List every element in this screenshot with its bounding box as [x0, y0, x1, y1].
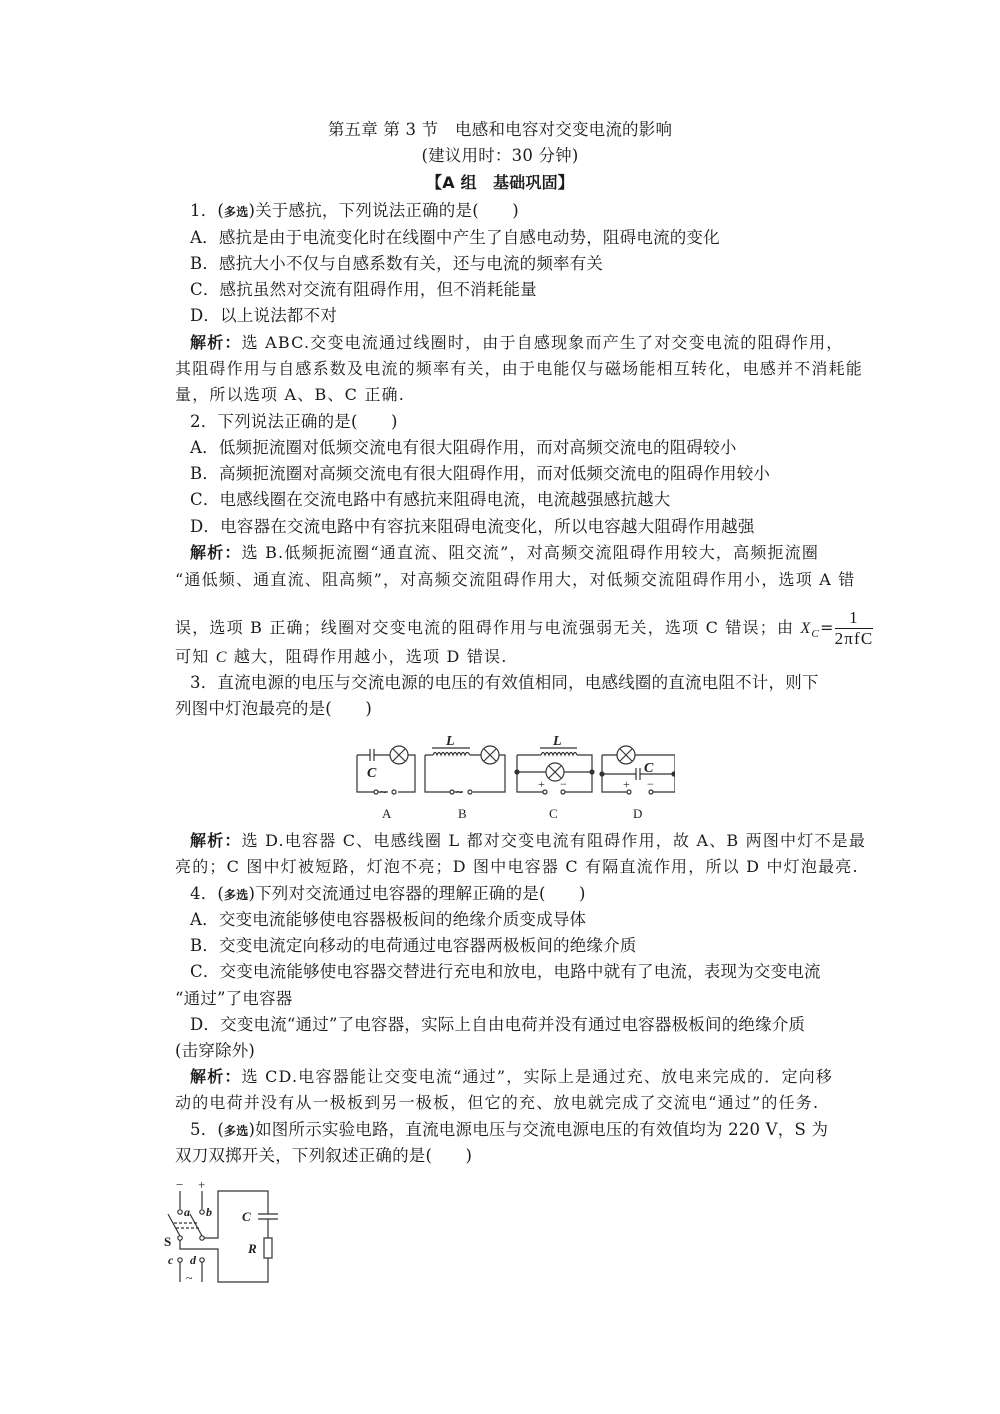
terminal-a: a	[184, 1205, 190, 1219]
question-stem: )如图所示实验电路，直流电源电压与交流电源电压的有效值均为 220 V，S 为	[248, 1120, 829, 1139]
option-a: A．低频扼流圈对低频交流电有很大阻碍作用，而对高频交流电的阻碍较小	[190, 438, 737, 457]
minus-sign: −	[647, 777, 654, 791]
label-r: R	[248, 1241, 257, 1256]
analysis-text: 选 D.电容器 C、电感线圈 L 都对交变电流有阻碍作用，故 A、B 两图中灯不是最	[241, 831, 867, 850]
circuit-a	[357, 746, 415, 821]
analysis-2-line-2: “通低频、通直流、阻高频”，对高频交流阻碍作用大，对低频交流阻碍作用小，选项 A 错	[175, 570, 856, 589]
analysis-text: 误，选项 B 正确；线圈对交变电流的阻碍作用与电流强弱无关，选项 C 错误；由	[175, 618, 801, 637]
terminal-d: d	[190, 1253, 196, 1267]
option-c-line-2: “通过”了电容器	[175, 989, 293, 1008]
plus-sign: +	[198, 1177, 206, 1192]
option-d: D．电容器在交流电路中有容抗来阻碍电流变化，所以电容越大阻碍作用越强	[190, 517, 755, 536]
label-l: L	[446, 734, 455, 749]
minus-sign: −	[176, 1177, 184, 1192]
caption-c: C	[549, 806, 558, 821]
question-5-line-2: 双刀双掷开关，下列叙述正确的是( )	[175, 1146, 473, 1165]
option-c: C．感抗虽然对交流有阻碍作用，但不消耗能量	[190, 280, 537, 299]
minus-sign: −	[560, 777, 567, 791]
option-d-line-2: (击穿除外)	[175, 1041, 256, 1060]
circuit-d	[600, 746, 675, 821]
analysis-text: 越大，阻碍作用越小，选项 D 错误.	[227, 647, 508, 666]
switch-blade	[190, 1214, 202, 1236]
label-l: L	[553, 734, 562, 749]
inductor-icon	[433, 753, 470, 756]
analysis-text: 可知	[175, 647, 216, 666]
option-d: D．交变电流“通过”了电容器，实际上自由电荷并没有通过电容器极板间的绝缘介质	[190, 1015, 806, 1034]
question-2: 2．下列说法正确的是( )	[190, 412, 398, 431]
analysis-text: 选 B.低频扼流圈“通直流、阻交流”，对高频交流阻碍作用较大，高频扼流圈	[241, 543, 820, 562]
analysis-text: 选 ABC.交变电流通过线圈时，由于自感现象而产生了对交变电流的阻碍作用，	[241, 333, 844, 352]
terminal-b: b	[206, 1205, 212, 1219]
analysis-1-line-3: 量，所以选项 A、B、C 正确.	[175, 385, 406, 404]
analysis-text: 选 CD.电容器能让交变电流“通过”，实际上是通过充、放电来完成的．定向移	[241, 1067, 834, 1086]
label-c: C	[644, 761, 654, 776]
option-b: B．高频扼流圈对高频交流电有很大阻碍作用，而对低频交流电的阻碍作用较小	[190, 464, 771, 483]
question-stem: )关于感抗，下列说法正确的是( )	[248, 201, 519, 220]
circuit-figure-q5	[150, 1176, 280, 1288]
analysis-3-line-2: 亮的；C 图中灯被短路，灯泡不亮；D 图中电容器 C 有隔直流作用，所以 D 中灯泡最亮.	[175, 857, 859, 876]
multi-tag: 多选	[224, 888, 249, 902]
analysis-label: 解析：	[190, 1067, 242, 1086]
question-stem: )下列对交流通过电容器的理解正确的是( )	[248, 884, 586, 903]
question-5	[190, 1119, 880, 1142]
analysis-1-line-2: 其阻碍作用与自感系数及电流的频率有关，由于电能仅与磁场能相互转化，电感并不消耗能	[175, 359, 864, 378]
circuit-figure-q3	[345, 730, 675, 825]
question-number: 1．(	[190, 201, 225, 220]
plus-sign: +	[538, 777, 545, 791]
formula-denominator: 2πfC	[834, 629, 874, 648]
caption-b: B	[458, 806, 467, 821]
option-d: D．以上说法都不对	[190, 306, 338, 325]
formula-lhs: X	[800, 620, 812, 637]
option-c: C．交变电流能够使电容器交替进行充电和放电，电路中就有了电流，表现为交变电流	[190, 962, 821, 981]
question-number: 5．(	[190, 1120, 225, 1139]
formula-fraction	[835, 608, 874, 649]
question-4	[190, 883, 880, 906]
plus-sign: +	[623, 777, 630, 791]
question-3-line-2: 列图中灯泡最亮的是( )	[175, 699, 372, 718]
option-b: B．感抗大小不仅与自感系数有关，还与电流的频率有关	[190, 254, 604, 273]
ac-symbol: ~	[186, 1271, 193, 1285]
analysis-3	[190, 830, 880, 852]
circuit-c	[515, 734, 594, 821]
multi-tag: 多选	[224, 1124, 249, 1138]
resistor-icon	[264, 1238, 272, 1258]
caption-d: D	[633, 806, 643, 821]
analysis-2-line-4	[175, 646, 865, 669]
label-c: C	[367, 766, 377, 781]
question-3: 3．直流电源的电压与交流电源的电压的有效值相同，电感线圈的直流电阻不计，则下	[190, 673, 819, 692]
label-c: C	[242, 1209, 251, 1224]
analysis-label: 解析：	[190, 543, 242, 562]
variable-c: C	[215, 649, 228, 666]
terminal-c: c	[168, 1253, 174, 1267]
question-1	[190, 200, 880, 223]
analysis-label: 解析：	[190, 333, 242, 352]
page-title: 第五章 第 3 节 电感和电容对交变电流的影响	[327, 120, 673, 139]
analysis-1	[190, 332, 880, 354]
label-s: S	[164, 1234, 172, 1249]
multi-tag: 多选	[224, 205, 249, 219]
formula-equals: =	[819, 618, 835, 637]
analysis-2	[190, 542, 880, 564]
option-a: A．交变电流能够使电容器极板间的绝缘介质变成导体	[190, 910, 587, 929]
analysis-4	[190, 1066, 880, 1088]
circuit-b	[425, 734, 505, 821]
caption-a: A	[382, 806, 392, 821]
question-number: 4．(	[190, 884, 225, 903]
option-c: C．电感线圈在交流电路中有感抗来阻碍电流，电流越强感抗越大	[190, 490, 671, 509]
ac-symbol: ~	[380, 785, 387, 799]
option-b: B．交变电流定向移动的电荷通过电容器两极板间的绝缘介质	[190, 936, 637, 955]
switch-blade	[168, 1214, 180, 1236]
formula-subscript: C	[811, 628, 820, 641]
ac-symbol: ~	[456, 785, 463, 799]
formula-numerator: 1	[835, 608, 874, 629]
option-a: A．感抗是由于电流变化时在线圈中产生了自感电动势，阻碍电流的变化	[190, 228, 720, 247]
analysis-label: 解析：	[190, 831, 242, 850]
time-hint: (建议用时：30 分钟)	[421, 146, 579, 165]
section-heading: 【A 组 基础巩固】	[426, 173, 574, 192]
analysis-4-line-2: 动的电荷并没有从一极板到另一极板，但它的充、放电就完成了交流电“通过”的任务.	[175, 1093, 820, 1112]
